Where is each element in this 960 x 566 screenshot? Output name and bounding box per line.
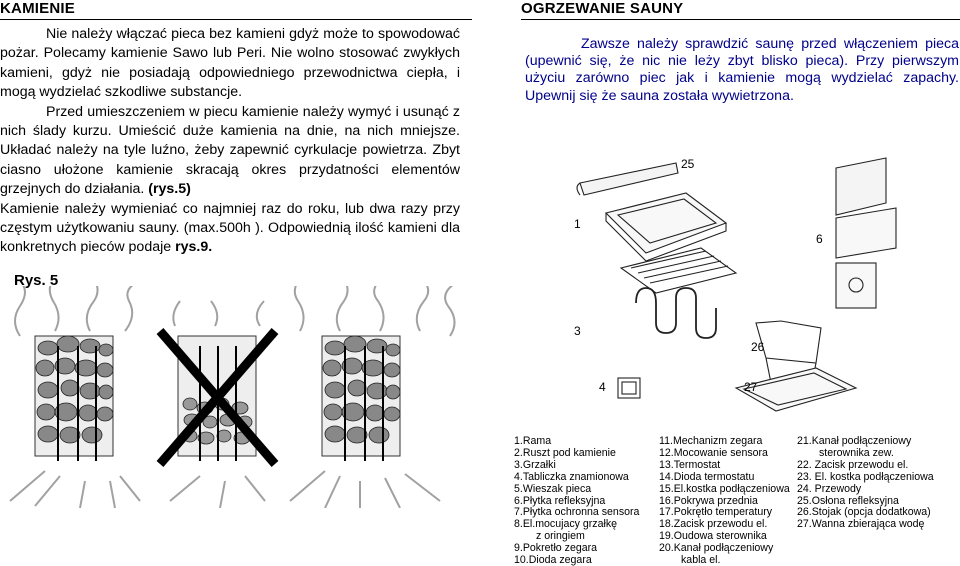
legend-item: 13.Termostat [659,458,721,471]
section-heading-sauna-heating: OGRZEWANIE SAUNY [521,0,960,20]
legend-item: 23. El. kostka podłączeniowa [797,470,934,483]
legend-item: 1.Rama [514,435,552,447]
legend-item: 5.Wieszak pieca [514,482,592,495]
heater-correct-right [322,336,400,461]
legend-item: 22. Zacisk przewodu el. [797,458,909,471]
stones-paragraph-2-text: Przed umieszczeniem w piecu kamienie należy wymyć i usunąć z nich ślady kurzu. Umieścić duże kamienia na dnie, na nich mniejsze. Układać należy na tyle luźno, żeby zapewnić cyrkulacje powietrza. Zbyt ciasno ułożone kamienie skracają okres przydatności elementów grzejnych do działania. [0,103,460,198]
stones-paragraph-2 [0,103,460,200]
label-4: 4 [599,380,606,394]
label-25: 25 [681,157,695,171]
legend-item: 26.Stojak (opcja dodatkowa) [797,506,931,519]
legend-item: kabla el. [681,554,721,566]
legend-item: 7.Płytka ochronna sensora [514,506,640,519]
legend-item: sterownika zew. [819,446,894,459]
legend-item: 21.Kanał podłączeniowy [797,435,912,447]
legend-item: 3.Grzałki [514,458,556,471]
heater-parts-diagram [566,153,926,428]
legend-item: 24. Przewody [797,482,862,495]
legend-item: 2.Ruszt pod kamienie [514,446,616,459]
side-panel [836,158,886,215]
label-6: 6 [816,232,823,246]
stones-paragraph-1: Nie należy włączać pieca bez kamieni gdyż może to spowodować pożar. Polecamy kamienie Sawo lub Peri. Nie wolno stosować zwykłych kamieni, gdyż nie posiadają odpowiedniego przewodnictwa ciepła, i mogą wydzielać szkodliwe substancje. [0,26,460,101]
stones-text [0,25,460,258]
stones-paragraph-3-text: Kamienie należy wymieniać co najmniej raz do roku, lub dwa razy przy częstym użytkowaniu sauny. (max.500h ). Odpowiednią ilość kamieni dla konkretnych pieców podaje [0,200,460,256]
label-3: 3 [574,324,581,338]
legend-item: 19.Oudowa sterownika [659,530,767,543]
figure-reference: (rys.5) [148,181,191,198]
legend-item: 20.Kanał podłączeniowy [659,542,774,555]
legend-item: 14.Dioda termostatu [659,470,755,483]
legend-item: z oringiem [536,530,585,543]
legend-item: 9.Pokretło zegara [514,542,598,555]
legend-item: 11.Mechanizm zegara [659,435,763,447]
stand [756,321,821,363]
legend-item: 8.El.mocujacy grzałkę [514,518,618,531]
parts-legend-column-2 [659,436,790,566]
heating-elements [636,288,716,338]
legend-item: 25.Osłona refleksyjna [797,494,899,507]
figure-label: Rys. 5 [14,272,59,289]
reflective-shield [580,163,678,195]
sauna-heating-paragraph: Zawsze należy sprawdzić saunę przed włączeniem pieca (upewnić się, że nic nie leży zbyt blisko pieca). Przy pierwszym użyciu zarówno piec jak i kamienie mogą wydzielać zapachy. Upewnij się że sauna została wywietrzona. [525,36,959,104]
label-26: 26 [751,340,765,354]
legend-item: 10.Dioda zegara [514,554,592,566]
label-1: 1 [574,217,581,231]
reflective-plate [836,208,896,258]
parts-legend-column-3 [797,436,934,531]
legend-item: 16.Pokrywa przednia [659,494,758,507]
heater-incorrect-crossed [160,331,275,464]
legend-item: 17.Pokrętło temperatury [659,506,773,519]
sauna-heating-text [525,36,959,105]
legend-item: 15.El.kostka podłączeniowa [659,482,790,495]
section-heading-stones: KAMIENIE [0,0,472,20]
figure-reference-9: rys.9. [175,239,213,256]
rating-plate [618,378,640,398]
legend-item: 4.Tabliczka znamionowa [514,470,629,483]
stones-paragraph-3 [0,200,460,258]
legend-item: 27.Wanna zbierająca wodę [797,518,925,531]
parts-legend-column-1 [514,436,639,566]
legend-item: 18.Zacisk przewodu el. [659,518,768,531]
legend-item: 12.Mocowanie sensora [659,446,768,459]
heater-correct-left [35,336,113,461]
terminal-plate [836,263,876,308]
frame-part [606,193,726,253]
stone-arrangement-figure [0,286,460,508]
label-27: 27 [744,380,758,394]
legend-item: 6.Płytka refleksyjna [514,494,606,507]
